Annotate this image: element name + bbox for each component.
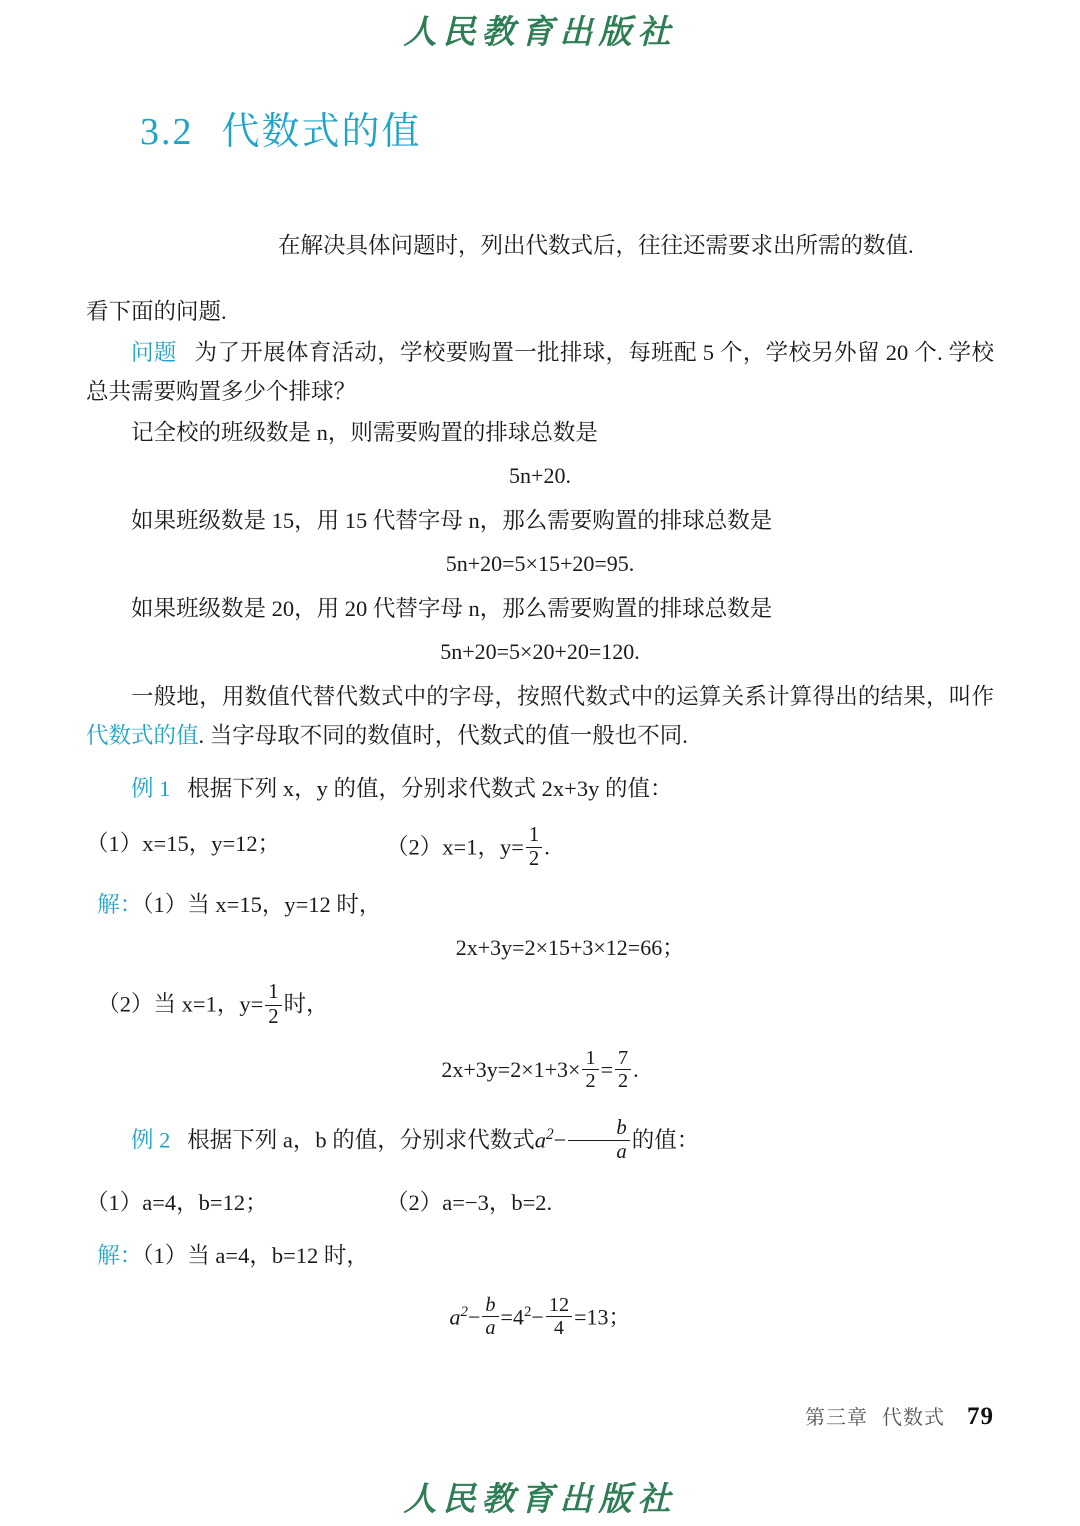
fraction-twelve-fourths bbox=[546, 1294, 572, 1340]
problem-text: 为了开展体育活动，学校要购置一批排球，每班配 5 个，学校另外留 20 个. 学校总共需要购置多少个排球？ bbox=[86, 340, 994, 404]
example2-sol1-minus-2: − bbox=[531, 1303, 544, 1329]
fraction-numerator: 1 bbox=[582, 1047, 598, 1071]
section-number: 3.2 bbox=[140, 111, 194, 153]
example1-sol2-expr-pre: 2x+3y=2×1+3× bbox=[441, 1056, 581, 1082]
example2-expr-exponent: 2 bbox=[546, 1126, 554, 1144]
example2-solution1-display bbox=[86, 1293, 994, 1341]
fraction-one-half bbox=[582, 1047, 598, 1093]
example2-expr-base: a bbox=[534, 1127, 547, 1153]
example2-expr-minus: − bbox=[553, 1127, 567, 1153]
example1-item-1: （1）x=15，y=12； bbox=[86, 831, 281, 856]
example2-heading bbox=[86, 1115, 994, 1164]
example2-sol1-exponent: 2 bbox=[460, 1303, 468, 1320]
example2-solution1-lead: （1）当 a=4，b=12 时， bbox=[142, 1242, 369, 1268]
example1-solution2-display bbox=[86, 1047, 994, 1093]
example1-items bbox=[86, 824, 994, 871]
fraction-one-half bbox=[526, 824, 542, 871]
example1-label: 例 1 bbox=[131, 776, 171, 801]
fraction-denominator: 2 bbox=[528, 848, 540, 871]
example1-item-2 bbox=[386, 824, 994, 871]
problem-label: 问题 bbox=[131, 340, 177, 365]
fraction-numerator: 12 bbox=[546, 1294, 572, 1318]
page-footer bbox=[805, 1401, 994, 1431]
example1-statement: 根据下列 x，y 的值，分别求代数式 2x+3y 的值： bbox=[187, 776, 673, 801]
example1-solution-label: 解 bbox=[97, 892, 120, 918]
example1-item2-post: . bbox=[544, 834, 550, 860]
intro-paragraph: 在解决具体问题时，列出代数式后，往往还需要求出所需的数值. bbox=[278, 233, 914, 258]
example1-sol2-equals: = bbox=[600, 1056, 613, 1082]
fraction-numerator: b bbox=[482, 1294, 498, 1318]
display-expression-2: 5n+20=5×15+20=95. bbox=[445, 551, 635, 576]
publisher-watermark-top: 人民教育出版社 bbox=[403, 15, 677, 51]
page-body bbox=[86, 225, 994, 1346]
example2-item-1: （1）a=4，b=12； bbox=[86, 1189, 268, 1215]
fraction-one-half bbox=[265, 981, 281, 1028]
example1-solution-colon: ： bbox=[119, 892, 143, 918]
case15-line: 如果班级数是 15，用 15 代替字母 n，那么需要购置的排球总数是 bbox=[131, 508, 773, 533]
footer-section: 代数式 bbox=[882, 1407, 945, 1429]
example2-items bbox=[86, 1183, 994, 1222]
example2-solution-line-1 bbox=[86, 1236, 994, 1275]
key-term-value-of-expression: 代数式的值 bbox=[86, 723, 199, 748]
general-def-part2: . 当字母取不同的数值时，代数式的值一般也不同. bbox=[198, 723, 688, 748]
footer-chapter: 第三章 bbox=[805, 1407, 868, 1429]
example1-solution-line-2 bbox=[86, 981, 994, 1028]
example2-sol1-equals-first: =4 bbox=[500, 1303, 524, 1329]
problem-paragraph bbox=[86, 333, 994, 411]
example2-sol1-equals-final: =13； bbox=[574, 1303, 631, 1329]
example2-item-2: （2）a=−3，b=2. bbox=[386, 1189, 553, 1215]
general-def-part1: 一般地，用数值代替代数式中的字母，按照代数式中的运算关系计算得出的结果，叫作 bbox=[131, 684, 994, 709]
display-expression-3: 5n+20=5×20+20=120. bbox=[440, 639, 640, 664]
example2-sol1-minus: − bbox=[467, 1303, 481, 1329]
example1-heading bbox=[86, 769, 994, 808]
fraction-numerator: 1 bbox=[265, 981, 281, 1005]
example2-solution-colon: ： bbox=[119, 1242, 143, 1268]
fraction-denominator: 4 bbox=[553, 1317, 565, 1340]
example1-item2-pre: （2）x=1，y= bbox=[386, 834, 524, 860]
fraction-denominator: 2 bbox=[617, 1070, 629, 1093]
fraction-numerator: b bbox=[568, 1117, 629, 1141]
example1-solution1-display: 2x+3y=2×15+3×12=66； bbox=[455, 935, 685, 961]
page-number: 79 bbox=[967, 1403, 994, 1430]
set-n-line: 记全校的班级数是 n，则需要购置的排球总数是 bbox=[131, 420, 598, 445]
fraction-numerator: 7 bbox=[615, 1047, 631, 1071]
fraction-b-over-a bbox=[482, 1294, 498, 1340]
example1-solution2-lead-pre: （2）当 x=1，y= bbox=[97, 991, 264, 1017]
general-definition-paragraph bbox=[86, 677, 994, 755]
page-title bbox=[140, 100, 422, 155]
fraction-b-over-a bbox=[568, 1117, 629, 1164]
example2-sol1-base: a bbox=[449, 1303, 461, 1329]
example2-statement-pre: 根据下列 a，b 的值，分别求代数式 bbox=[187, 1127, 535, 1153]
fraction-denominator: 2 bbox=[585, 1070, 596, 1093]
example1-solution1-lead: （1）当 x=15，y=12 时， bbox=[142, 892, 382, 918]
example2-solution-label: 解 bbox=[97, 1242, 120, 1268]
example1-sol2-expr-post: . bbox=[633, 1056, 639, 1082]
publisher-watermark-bottom: 人民教育出版社 bbox=[403, 1482, 677, 1518]
example2-sol1-exponent-2: 2 bbox=[523, 1303, 532, 1320]
display-expression-1: 5n+20. bbox=[509, 463, 571, 488]
section-title-text: 代数式的值 bbox=[221, 111, 422, 153]
fraction-denominator: a bbox=[616, 1141, 627, 1164]
fraction-denominator: a bbox=[485, 1317, 496, 1340]
fraction-denominator: 2 bbox=[268, 1005, 279, 1028]
example2-label: 例 2 bbox=[131, 1127, 171, 1153]
case20-line: 如果班级数是 20，用 20 代替字母 n，那么需要购置的排球总数是 bbox=[131, 596, 773, 621]
example1-solution-line-1 bbox=[86, 885, 994, 924]
example1-solution2-lead-post: 时， bbox=[283, 991, 329, 1017]
fraction-seven-halves bbox=[615, 1047, 631, 1093]
example2-statement-post: 的值： bbox=[631, 1127, 700, 1153]
lead-line: 看下面的问题. bbox=[86, 299, 227, 324]
fraction-numerator: 1 bbox=[526, 824, 542, 848]
